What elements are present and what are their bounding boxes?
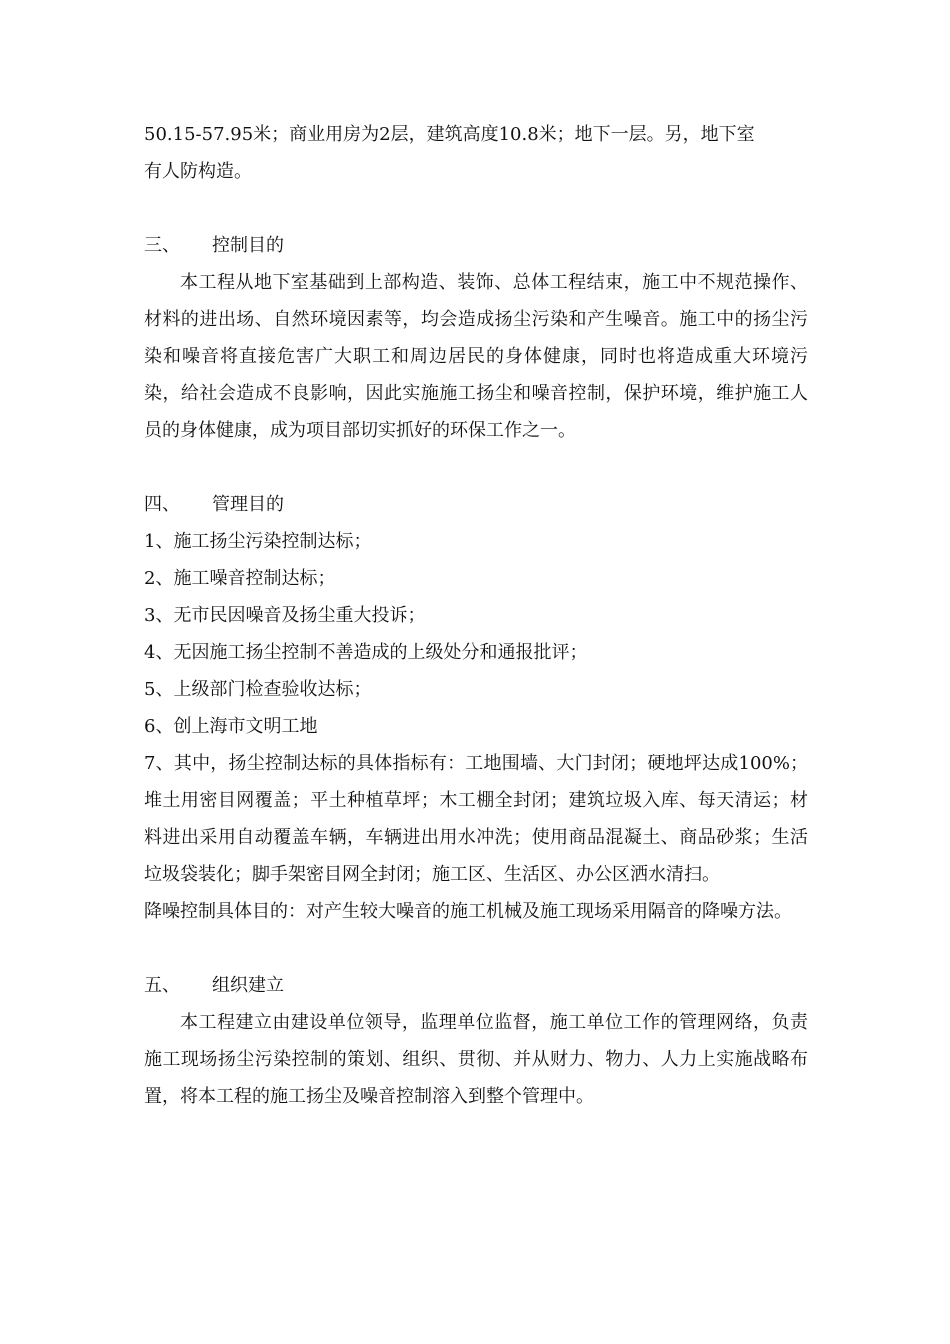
noise-control-paragraph: 降噪控制具体目的：对产生较大噪音的施工机械及施工现场采用隔音的降噪方法。 bbox=[144, 901, 792, 922]
section-3-title: 控制目的 bbox=[212, 235, 284, 256]
document-body bbox=[144, 116, 808, 1115]
section-3-heading bbox=[144, 227, 808, 264]
section-5-heading bbox=[144, 967, 808, 1004]
list-item: 3、无市民因噪音及扬尘重大投诉； bbox=[144, 605, 426, 626]
list-item: 7、其中，扬尘控制达标的具体指标有：工地围墙、大门封闭；硬地坪达成100%；堆土用密目网覆盖；平土种植草坪；木工棚全封闭；建筑垃圾入库、每天清运；材料进出采用自动覆盖车辆，车辆进出用水冲洗；使用商品混凝土、商品砂浆；生活垃圾袋装化；脚手架密目网全封闭；施工区、生活区、办公区洒水清扫。 bbox=[144, 753, 808, 885]
section-4-number: 四、 bbox=[144, 494, 180, 515]
section-5-title: 组织建立 bbox=[212, 975, 284, 996]
intro-line-2: 有人防构造。 bbox=[144, 161, 252, 182]
section-4-heading bbox=[144, 486, 808, 523]
intro-line-1: 50.15-57.95米；商业用房为2层，建筑高度10.8米；地下一层。另，地下室 bbox=[144, 124, 755, 145]
section-4-title: 管理目的 bbox=[212, 494, 284, 515]
list-item: 6、创上海市文明工地 bbox=[144, 716, 318, 737]
section-3-number: 三、 bbox=[144, 235, 180, 256]
list-item: 1、施工扬尘污染控制达标； bbox=[144, 531, 372, 552]
spacer bbox=[144, 930, 808, 967]
intro-paragraph bbox=[144, 116, 808, 190]
section-5-number: 五、 bbox=[144, 975, 180, 996]
section-3-body: 本工程从地下室基础到上部构造、装饰、总体工程结束，施工中不规范操作、材料的进出场、自然环境因素等，均会造成扬尘污染和产生噪音。施工中的扬尘污染和噪音将直接危害广大职工和周边居民的身体健康，同时也将造成重大环境污染，给社会造成不良影响，因此实施施工扬尘和噪音控制，保护环境，维护施工人员的身体健康，成为项目部切实抓好的环保工作之一。 bbox=[144, 272, 808, 441]
list-item: 5、上级部门检查验收达标； bbox=[144, 679, 372, 700]
spacer bbox=[144, 190, 808, 227]
spacer bbox=[144, 449, 808, 486]
list-item: 2、施工噪音控制达标； bbox=[144, 568, 336, 589]
list-item: 4、无因施工扬尘控制不善造成的上级处分和通报批评； bbox=[144, 642, 588, 663]
section-5-body: 本工程建立由建设单位领导，监理单位监督，施工单位工作的管理网络，负责施工现场扬尘污染控制的策划、组织、贯彻、并从财力、物力、人力上实施战略布置，将本工程的施工扬尘及噪音控制溶入到整个管理中。 bbox=[144, 1012, 808, 1107]
